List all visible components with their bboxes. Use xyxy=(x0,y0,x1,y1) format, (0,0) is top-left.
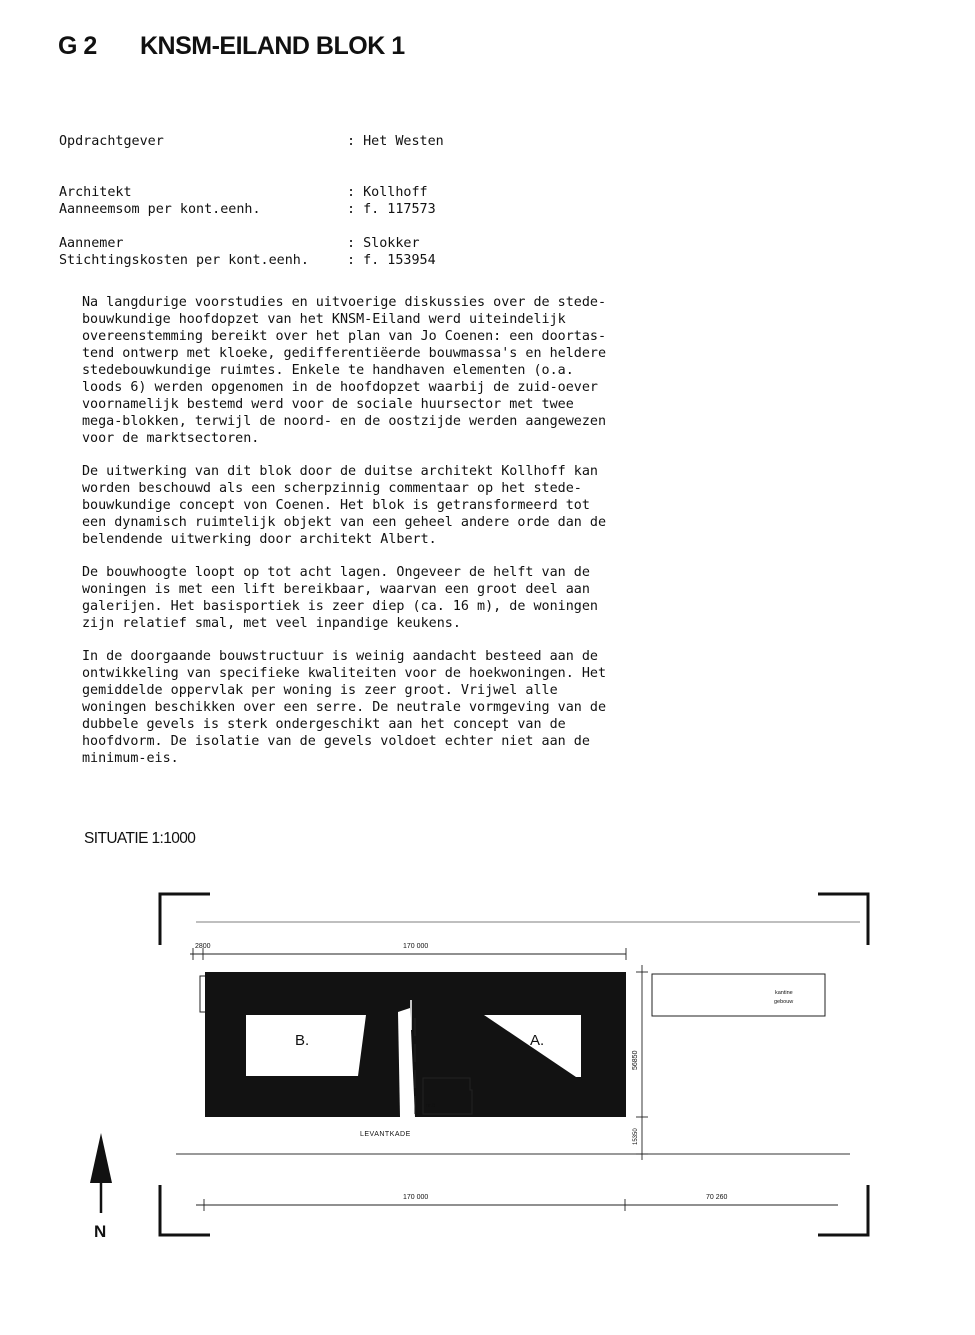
info-label: Aannemer xyxy=(59,236,124,251)
section-code: G 2 xyxy=(58,32,97,60)
block-end-outline xyxy=(200,976,205,1012)
label-block-b: B. xyxy=(295,1032,310,1049)
small-building-label: nr.8 xyxy=(426,1103,436,1109)
canteen-label-line2: gebouw xyxy=(774,999,794,1005)
info-label: Opdrachtgever xyxy=(59,134,164,149)
dim-bottom-main: 170 000 xyxy=(403,1194,429,1201)
street-label: LEVANTKADE xyxy=(360,1131,411,1138)
info-row-client xyxy=(59,133,444,150)
label-block-a: A. xyxy=(530,1032,545,1049)
corner-top-left xyxy=(160,894,210,945)
corner-top-right xyxy=(818,894,868,945)
info-label: Architekt xyxy=(59,185,132,200)
page-title: KNSM-EILAND BLOK 1 xyxy=(140,32,405,60)
paragraph-2: De uitwerking van dit blok door de duitse architekt Kollhoff kan worden beschouwd als een scherpzinnig commentaar op het stede- bouwkundige concept von Coenen. Het blok is getransformeerd tot een dynamisch ruimtelijk objekt van een geheel andere orde dan de belendende uitwerking door architekt Albert. xyxy=(82,464,607,547)
cost-row-contract xyxy=(59,201,436,218)
cost-label: Stichtingskosten per kont.eenh. xyxy=(59,253,309,268)
info-value: : Het Westen xyxy=(347,134,444,149)
page-heading xyxy=(58,32,405,61)
cost-row-foundation xyxy=(59,252,436,269)
cost-value: : f. 153954 xyxy=(347,253,436,268)
dim-top-main: 170 000 xyxy=(403,943,429,950)
north-arrow-icon xyxy=(90,1133,112,1213)
cost-label: Aanneemsom per kont.eenh. xyxy=(59,202,261,217)
corner-bottom-left xyxy=(160,1185,210,1235)
dimension-bottom xyxy=(196,1199,838,1211)
cost-value: : f. 117573 xyxy=(347,202,436,217)
info-value: : Kollhoff xyxy=(347,185,428,200)
dim-bottom-right: 70 260 xyxy=(706,1194,728,1201)
north-label: N xyxy=(94,1222,107,1241)
canteen-label-line1: kantine xyxy=(775,990,793,996)
dim-quay: 15350 xyxy=(633,1128,639,1145)
paragraph-3: De bouwhoogte loopt op tot acht lagen. Ongeveer de helft van de woningen is met een lift bereikbaar, waarvan een groot deel aan galerijen. Het basisportiek is zeer diep (ca. 16 m), de woningen zijn relatief smal, met veel inpandige keukens. xyxy=(82,565,598,631)
cost-info xyxy=(59,167,436,286)
info-value: : Slokker xyxy=(347,236,420,251)
paragraph-1: Na langdurige voorstudies en uitvoerige diskussies over de stede- bouwkundige hoofdopzet van het KNSM-Eiland werd uiteindelijk overeenstemming bereikt over het plan van Jo Coenen: een doortas- tend ontwerp met kloeke, gedifferentiëerde bouwmassa's en heldere stedebouwkundige ruimtes. Enkele te handhaven elementen (o.a. loods 6) werden opgenomen in de hoofdopzet waarbij de zuid-oever voornamelijk bestemd werd voor de sociale huursector met twee mega-blokken, terwijl de noord- en de oostzijde werden aangewezen voor de marktsectoren. xyxy=(82,295,607,446)
paragraph-4: In de doorgaande bouwstructuur is weinig aandacht besteed aan de ontwikkeling van specifieke kwaliteiten voor de hoekwoningen. Het gemiddelde oppervlak per woning is zeer groot. Vrijwel alle woningen beschikken over een serre. De neutrale vormgeving van de dubbele gevels is sterk ondergeschikt aan het concept van de hoofdvorm. De isolatie van de gevels voldoet echter niet aan de minimum-eis. xyxy=(82,649,607,766)
canteen-building xyxy=(652,974,825,1016)
site-plan xyxy=(0,880,975,1260)
dim-height: 56850 xyxy=(632,1050,639,1070)
situation-caption: SITUATIE 1:1000 xyxy=(84,830,196,847)
description xyxy=(82,294,642,783)
corner-bottom-right xyxy=(818,1185,868,1235)
dim-top-left: 2800 xyxy=(195,943,211,950)
